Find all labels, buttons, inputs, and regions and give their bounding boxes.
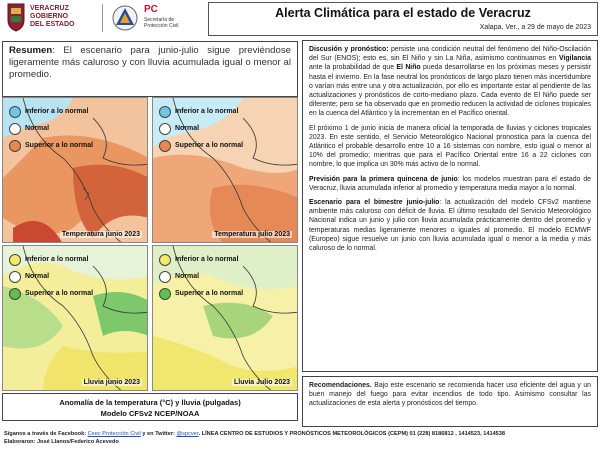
page-title: Alerta Climática para el estado de Veracruz <box>275 6 531 20</box>
legend-normal: Normal <box>159 268 243 285</box>
legend-above: Superior a lo normal <box>9 285 93 302</box>
pc-subtitle: Secretaría de Protección Civil <box>144 17 179 29</box>
footer-authors: Elaboraron: José Llanos/Federico Acevedo <box>4 439 119 445</box>
legend-below-swatch <box>159 254 171 266</box>
map-label-rain-june: Lluvia junio 2023 <box>83 379 140 386</box>
map-label-temp-july: Temperatura julio 2023 <box>214 231 290 238</box>
legend-above-swatch <box>159 288 171 300</box>
legend-above: Superior a lo normal <box>159 285 243 302</box>
footer-contact-line: Síganos a través de Facebook: Ceec Protección Civil y en Twitter: @spcver. LÍNEA CENTRO DE ESTUDIOS Y PRONÓSTICOS METEOROLÓGICOS (CEPM) 01 (228) 8186812 , 1414523, 1414538 <box>4 431 506 437</box>
legend-below: Inferior a lo normal <box>9 251 93 268</box>
summary-label: Resumen <box>9 45 53 56</box>
legend-below: Inferior a lo normal <box>9 103 93 120</box>
footer <box>4 430 598 446</box>
legend-below-swatch <box>159 106 171 118</box>
legend-normal: Normal <box>9 268 93 285</box>
proteccion-civil-emblem-icon <box>112 3 138 33</box>
recommendations-text: Bajo este escenario se recomienda hacer uso eficiente del agua y un buen manejo del fuego para evitar incendios de todo tipo. Asimismo consultar las actualizaciones de esta alerta y pronósticos del tiempo. <box>309 382 591 408</box>
bimester-paragraph: Escenario para el bimestre junio-julio: la actualización del modelo CFSv2 mantiene ambiente más caluroso con déficit de lluvia. El último resultado del Servicio Meteorológico Nacional indica un junio y julio con lluvia acumulada prácticamente dentro del promedio y temperaturas medias ligeramente menores o iguales al promedio. El modelo ECMWF (Europeo) sigue resuelve un junio con lluvia acumulada igual o menor a la media y más caluroso de lo normal. <box>309 199 591 253</box>
caption-line2: Modelo CFSv2 NCEP/NOAA <box>100 409 200 418</box>
legend-normal: Normal <box>9 120 93 137</box>
maps-caption <box>2 393 298 421</box>
map-label-rain-july: Lluvia Julio 2023 <box>233 379 290 386</box>
legend-normal-swatch <box>9 271 21 283</box>
legend-above-swatch <box>9 140 21 152</box>
legend-normal: Normal <box>159 120 243 137</box>
map-rain-july <box>152 245 298 391</box>
legend-above: Superior a lo normal <box>9 137 93 154</box>
legend-normal-swatch <box>159 271 171 283</box>
legend-below: Inferior a lo normal <box>159 251 243 268</box>
recommendations-box <box>302 376 598 427</box>
first-fortnight-paragraph: Previsión para la primera quincena de junio: los modelos muestran para el estado de Veracruz, lluvia acumulada inferior al promedio y temperatura media mayor a lo normal. <box>309 175 591 192</box>
caption-line1: Anomalía de la temperatura (°C) y lluvia (pulgadas) <box>59 398 241 407</box>
logo-divider <box>102 4 103 32</box>
issue-date: Xalapa, Ver., a 29 de mayo de 2023 <box>479 24 591 31</box>
map-label-temp-june: Temperatura junio 2023 <box>61 231 140 238</box>
temperature-legend-july <box>159 103 243 154</box>
recommendations-label: Recomendaciones. <box>309 382 372 389</box>
map-temperature-july <box>152 97 298 243</box>
hurricane-season-paragraph: El próximo 1 de junio inicia de manera oficial la temporada de lluvias y ciclones tropicales 2023. En este sentido, el Servicio Meteorológico Nacional pronostica para la cuenca del Atlántico el probable desarrollo entre 10 a 16 sistemas con nombre, esto igual o menor al 10% del promedio; mientras que para el Pacífico Oriental entre 16 a 22 ciclones con nombre, lo que implica un 30% más activo de lo normal. <box>309 124 591 169</box>
legend-above-swatch <box>159 140 171 152</box>
legend-normal-swatch <box>9 123 21 135</box>
legend-above-swatch <box>9 288 21 300</box>
veracruz-logo-text: VERACRUZ GOBIERNO DEL ESTADO <box>30 5 75 28</box>
twitter-link[interactable]: @spcver <box>176 431 199 437</box>
discussion-box <box>302 40 598 372</box>
legend-below: Inferior a lo normal <box>159 103 243 120</box>
map-rain-june <box>2 245 148 391</box>
legend-normal-swatch <box>159 123 171 135</box>
rain-legend-july <box>159 251 243 302</box>
rain-legend <box>9 251 93 302</box>
legend-above: Superior a lo normal <box>159 137 243 154</box>
pc-title: PC <box>144 4 158 15</box>
summary-box <box>2 41 298 97</box>
veracruz-shield-icon <box>6 2 26 32</box>
header <box>0 0 600 38</box>
summary-text: : El escenario para junio-julio sigue previéndose ligeramente más caluroso y con lluvia acumulada igual o menor al promedio. <box>9 45 291 80</box>
legend-below-swatch <box>9 254 21 266</box>
title-box <box>208 2 598 36</box>
facebook-link[interactable]: Ceec Protección Civil <box>87 431 141 437</box>
temperature-legend <box>9 103 93 154</box>
legend-below-swatch <box>9 106 21 118</box>
map-temperature-june <box>2 97 148 243</box>
discussion-paragraph: Discusión y pronóstico: persiste una condición neutral del fenómeno del Niño-Oscilación del Sur (ENOS); esto es, sin El Niño y sin La Niña, asimismo continuamos en Vigilancia ante la probabilidad de que El Niño pueda desarrollarse en los próximas meses y persistir hasta el invierno. En la fase neutral los pronósticos de largo plazo tienen más incertidumbre o varían más entre una y otra actualización, por ello es importante estar al pendiente de las actualizaciones y pronósticos de corto-mediano plazo. Cada evento de El Niño puede ser diferente; pero se ha observado que en promedio reducen la actividad de ciclones tropicales en la cuenca del Atlántico y la incrementan en el Pacífico oriental. <box>309 46 592 118</box>
